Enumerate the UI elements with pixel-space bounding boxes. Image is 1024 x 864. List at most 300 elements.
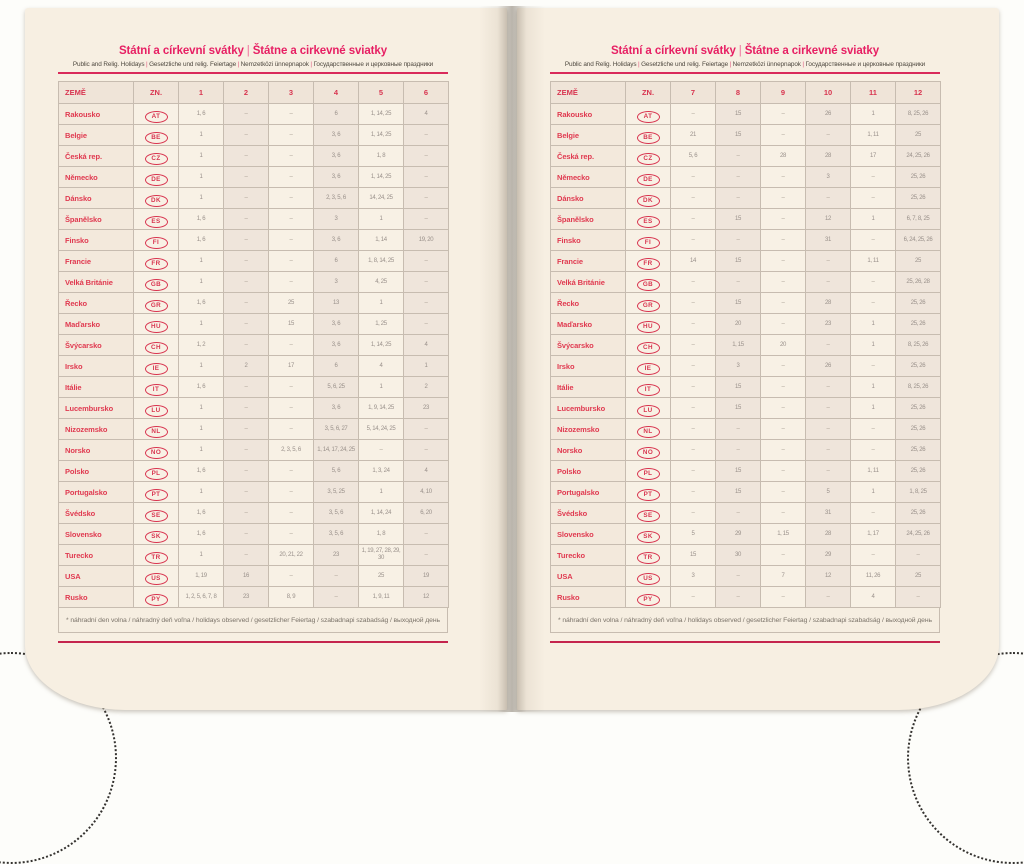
holiday-days-cell: 3	[716, 356, 761, 377]
holiday-days-cell: –	[269, 482, 314, 503]
holiday-days-cell: –	[851, 293, 896, 314]
country-name: Irsko	[551, 356, 626, 377]
holiday-days-cell: 1, 2, 5, 6, 7, 8	[179, 587, 224, 608]
holiday-days-cell: 15	[716, 293, 761, 314]
holiday-days-cell: 12	[404, 587, 449, 608]
holiday-days-cell: 24, 25, 26	[896, 146, 941, 167]
country-code-badge: CH	[145, 342, 168, 354]
table-row	[551, 188, 941, 209]
holiday-days-cell: 1	[179, 146, 224, 167]
country-code-cell	[626, 125, 671, 146]
holiday-days-cell: 23	[224, 587, 269, 608]
table-row	[59, 356, 449, 377]
holiday-days-cell: –	[671, 440, 716, 461]
holiday-days-cell: 1, 25	[359, 314, 404, 335]
holiday-days-cell: –	[224, 503, 269, 524]
country-name: Finsko	[59, 230, 134, 251]
holiday-days-cell: –	[269, 104, 314, 125]
table-row	[551, 230, 941, 251]
footnote: * náhradní den volna / náhradný deň voľna / holidays observed / gesetzlicher Feiertag / szabadnapi szabadság / выходной день	[550, 607, 940, 633]
table-row	[551, 146, 941, 167]
table-row	[551, 545, 941, 566]
holiday-days-cell: 17	[269, 356, 314, 377]
holiday-days-cell: –	[806, 587, 851, 608]
holiday-days-cell: 5, 6	[314, 461, 359, 482]
holiday-days-cell: –	[224, 398, 269, 419]
country-name: Německo	[551, 167, 626, 188]
country-name: USA	[59, 566, 134, 587]
holiday-days-cell: 15	[716, 482, 761, 503]
holiday-days-cell: –	[716, 272, 761, 293]
page-bottom-rule	[550, 641, 940, 643]
footnote: * náhradní den volna / náhradný deň voľna / holidays observed / gesetzlicher Feiertag / szabadnapi szabadság / выходной день	[58, 607, 448, 633]
holiday-days-cell: –	[404, 146, 449, 167]
holiday-days-cell: –	[269, 524, 314, 545]
table-row	[551, 293, 941, 314]
column-header-country: ZEMĚ	[551, 82, 626, 104]
holiday-days-cell: –	[224, 167, 269, 188]
country-name: Portugalsko	[551, 482, 626, 503]
holiday-days-cell: 1, 15	[761, 524, 806, 545]
holiday-days-cell: –	[671, 209, 716, 230]
holiday-days-cell: –	[269, 146, 314, 167]
holiday-days-cell: 1	[359, 209, 404, 230]
holiday-days-cell: 1, 6	[179, 293, 224, 314]
holiday-days-cell: 25, 26	[896, 356, 941, 377]
holidays-table	[58, 81, 449, 608]
holiday-days-cell: 1	[851, 314, 896, 335]
holiday-days-cell: 3, 5, 6	[314, 524, 359, 545]
country-code-badge: HU	[637, 321, 660, 333]
holiday-days-cell: 1, 8	[359, 524, 404, 545]
holiday-days-cell: 3, 6	[314, 398, 359, 419]
holiday-days-cell: 1, 6	[179, 209, 224, 230]
country-code-badge: GB	[637, 279, 660, 291]
country-code-cell	[134, 293, 179, 314]
country-code-cell	[626, 251, 671, 272]
holiday-days-cell: 8, 9	[269, 587, 314, 608]
table-row	[59, 419, 449, 440]
holiday-days-cell: 24, 25, 26	[896, 524, 941, 545]
table-row	[59, 482, 449, 503]
country-name: Španělsko	[59, 209, 134, 230]
table-row	[59, 167, 449, 188]
holiday-days-cell: 3, 5, 25	[314, 482, 359, 503]
holiday-days-cell: –	[716, 419, 761, 440]
holiday-days-cell: –	[671, 377, 716, 398]
holiday-days-cell: –	[716, 440, 761, 461]
holiday-days-cell: –	[671, 356, 716, 377]
country-code-badge: SE	[637, 510, 660, 522]
table-row	[59, 461, 449, 482]
country-code-badge: SE	[145, 510, 168, 522]
holiday-days-cell: 28	[806, 146, 851, 167]
holiday-days-cell: –	[671, 482, 716, 503]
holiday-days-cell: 1	[851, 482, 896, 503]
country-code-badge: HU	[145, 321, 168, 333]
country-code-badge: NO	[145, 447, 168, 459]
country-code-cell	[626, 545, 671, 566]
holiday-days-cell: 26	[806, 104, 851, 125]
holiday-days-cell: –	[851, 503, 896, 524]
country-code-cell	[134, 503, 179, 524]
country-name: Rakousko	[551, 104, 626, 125]
holiday-days-cell: –	[896, 545, 941, 566]
title-underline-rule	[550, 72, 940, 74]
country-code-cell	[626, 104, 671, 125]
table-row	[59, 272, 449, 293]
country-code-badge: FR	[145, 258, 168, 270]
country-code-cell	[134, 440, 179, 461]
country-code-badge: NL	[145, 426, 168, 438]
table-row	[551, 272, 941, 293]
country-code-badge: IT	[145, 384, 168, 396]
country-code-cell	[134, 146, 179, 167]
table-row	[551, 209, 941, 230]
country-code-badge: PY	[637, 594, 660, 606]
holiday-days-cell: –	[269, 125, 314, 146]
holiday-days-cell: –	[404, 251, 449, 272]
country-code-badge: NL	[637, 426, 660, 438]
table-row	[551, 377, 941, 398]
holiday-days-cell: 1	[179, 167, 224, 188]
table-row	[59, 335, 449, 356]
holiday-days-cell: 28	[806, 524, 851, 545]
holiday-days-cell: –	[671, 335, 716, 356]
holiday-days-cell: 4, 10	[404, 482, 449, 503]
holiday-days-cell: 15	[716, 461, 761, 482]
table-row	[59, 251, 449, 272]
holiday-days-cell: 25, 26, 28	[896, 272, 941, 293]
holidays-table	[550, 81, 941, 608]
holiday-days-cell: –	[269, 419, 314, 440]
holiday-days-cell: –	[671, 419, 716, 440]
holiday-days-cell: 25, 26	[896, 314, 941, 335]
country-code-cell	[626, 272, 671, 293]
holiday-days-cell: –	[761, 167, 806, 188]
holiday-days-cell: –	[716, 587, 761, 608]
holiday-days-cell: 19	[404, 566, 449, 587]
country-code-badge: PT	[145, 489, 168, 501]
holiday-days-cell: 1, 11	[851, 461, 896, 482]
table-row	[59, 125, 449, 146]
page-left	[25, 8, 507, 710]
country-code-cell	[626, 566, 671, 587]
country-name: Švýcarsko	[551, 335, 626, 356]
holiday-days-cell: –	[359, 440, 404, 461]
holiday-days-cell: 1, 6	[179, 230, 224, 251]
holiday-days-cell: 1, 17	[851, 524, 896, 545]
page-subtitle: Public and Relig. Holidays | Gesetzliche und relig. Feiertage | Nemzetközi ünnepnapok | Государственные и церковные праздники	[564, 61, 926, 69]
country-code-cell	[134, 377, 179, 398]
holiday-days-cell: –	[761, 188, 806, 209]
holiday-days-cell: 3, 6	[314, 335, 359, 356]
holiday-days-cell: –	[716, 566, 761, 587]
holiday-days-cell: 1, 14, 25	[359, 125, 404, 146]
holiday-days-cell: 1, 15	[716, 335, 761, 356]
country-name: USA	[551, 566, 626, 587]
holiday-days-cell: –	[404, 314, 449, 335]
holiday-days-cell: –	[671, 314, 716, 335]
country-code-cell	[626, 482, 671, 503]
holiday-days-cell: 3	[806, 167, 851, 188]
holiday-days-cell: 1, 14, 25	[359, 104, 404, 125]
holiday-days-cell: 1	[359, 377, 404, 398]
country-name: Velká Británie	[59, 272, 134, 293]
country-code-cell	[134, 524, 179, 545]
holiday-days-cell: –	[224, 377, 269, 398]
holiday-days-cell: 1, 14, 25	[359, 167, 404, 188]
holiday-days-cell: 25	[359, 566, 404, 587]
holiday-days-cell: 1, 9, 11	[359, 587, 404, 608]
country-name: Švýcarsko	[59, 335, 134, 356]
table-row	[551, 356, 941, 377]
holiday-days-cell: 15	[716, 251, 761, 272]
holiday-days-cell: –	[761, 398, 806, 419]
country-name: Lucembursko	[551, 398, 626, 419]
country-name: Slovensko	[551, 524, 626, 545]
holiday-days-cell: –	[404, 545, 449, 566]
holiday-days-cell: 3, 5, 6, 27	[314, 419, 359, 440]
country-name: Polsko	[551, 461, 626, 482]
table-row	[551, 503, 941, 524]
holiday-days-cell: –	[761, 440, 806, 461]
country-code-cell	[134, 587, 179, 608]
country-code-badge: US	[637, 573, 660, 585]
holiday-days-cell: 8, 25, 26	[896, 377, 941, 398]
country-name: Dánsko	[551, 188, 626, 209]
holiday-days-cell: 3, 6	[314, 230, 359, 251]
table-row	[59, 545, 449, 566]
holiday-days-cell: 1, 6	[179, 503, 224, 524]
table-row	[551, 314, 941, 335]
holiday-days-cell: –	[671, 272, 716, 293]
holiday-days-cell: –	[761, 104, 806, 125]
table-row	[551, 482, 941, 503]
holiday-days-cell: –	[224, 104, 269, 125]
country-code-cell	[626, 167, 671, 188]
column-header-month-3: 3	[269, 82, 314, 104]
column-header-code: ZN.	[626, 82, 671, 104]
country-code-badge: CZ	[145, 153, 168, 165]
holiday-days-cell: 25, 26	[896, 293, 941, 314]
title-separator: |	[738, 45, 742, 57]
country-code-badge: DE	[637, 174, 660, 186]
holiday-days-cell: 15	[269, 314, 314, 335]
holiday-days-cell: 1, 9, 14, 25	[359, 398, 404, 419]
country-name: Řecko	[59, 293, 134, 314]
page-subtitle: Public and Relig. Holidays | Gesetzliche und relig. Feiertage | Nemzetközi ünnepnapok | Государственные и церковные праздники	[72, 61, 434, 69]
holiday-days-cell: –	[224, 461, 269, 482]
country-code-badge: IE	[145, 363, 168, 375]
holiday-days-cell: –	[269, 230, 314, 251]
holiday-days-cell: 1, 11	[851, 125, 896, 146]
holiday-days-cell: –	[224, 251, 269, 272]
country-name: Francie	[551, 251, 626, 272]
holiday-days-cell: –	[224, 440, 269, 461]
holiday-days-cell: 19, 20	[404, 230, 449, 251]
holiday-days-cell: –	[404, 293, 449, 314]
country-code-cell	[626, 230, 671, 251]
country-code-badge: ES	[637, 216, 660, 228]
holiday-days-cell: –	[224, 146, 269, 167]
country-name: Česká rep.	[551, 146, 626, 167]
holiday-days-cell: 3, 6	[314, 146, 359, 167]
country-code-badge: AT	[145, 111, 168, 123]
country-name: Finsko	[551, 230, 626, 251]
holiday-days-cell: 31	[806, 503, 851, 524]
holiday-days-cell: –	[671, 587, 716, 608]
holiday-days-cell: 8, 25, 26	[896, 104, 941, 125]
holiday-days-cell: 16	[224, 566, 269, 587]
holiday-days-cell: –	[761, 461, 806, 482]
holiday-days-cell: –	[716, 167, 761, 188]
holiday-days-cell: –	[269, 398, 314, 419]
holiday-days-cell: 3	[314, 209, 359, 230]
holiday-days-cell: 6	[314, 356, 359, 377]
table-row	[551, 335, 941, 356]
table-row	[59, 566, 449, 587]
holiday-days-cell: 25, 26	[896, 503, 941, 524]
holiday-days-cell: 1, 19, 27, 28, 29, 30	[359, 545, 404, 566]
holiday-days-cell: –	[269, 566, 314, 587]
table-row	[551, 524, 941, 545]
table-row	[59, 146, 449, 167]
country-code-badge: DE	[145, 174, 168, 186]
holiday-days-cell: 1	[179, 398, 224, 419]
country-code-badge: FI	[637, 237, 660, 249]
holiday-days-cell: 1	[851, 377, 896, 398]
country-name: Francie	[59, 251, 134, 272]
column-header-month-10: 10	[806, 82, 851, 104]
holiday-days-cell: 1	[179, 272, 224, 293]
holiday-days-cell: 1, 2	[179, 335, 224, 356]
holiday-days-cell: 13	[314, 293, 359, 314]
holiday-days-cell: –	[761, 293, 806, 314]
holiday-days-cell: –	[806, 125, 851, 146]
holiday-days-cell: –	[224, 188, 269, 209]
holiday-days-cell: –	[404, 188, 449, 209]
table-row	[551, 104, 941, 125]
holiday-days-cell: –	[269, 251, 314, 272]
holiday-days-cell: –	[716, 146, 761, 167]
page-right	[517, 8, 999, 710]
country-code-cell	[626, 503, 671, 524]
holiday-days-cell: –	[671, 461, 716, 482]
holiday-days-cell: 20, 21, 22	[269, 545, 314, 566]
country-code-badge: BE	[637, 132, 660, 144]
holiday-days-cell: –	[761, 545, 806, 566]
holiday-days-cell: 14, 24, 25	[359, 188, 404, 209]
column-header-month-7: 7	[671, 82, 716, 104]
holiday-days-cell: –	[224, 230, 269, 251]
title-underline-rule	[58, 72, 448, 74]
holiday-days-cell: 1, 3, 24	[359, 461, 404, 482]
holiday-days-cell: 20	[716, 314, 761, 335]
holiday-days-cell: 26	[806, 356, 851, 377]
page-title: Státní a církevní svátky | Štátne a cirkevné sviatky	[610, 45, 879, 57]
holiday-days-cell: 12	[806, 209, 851, 230]
holiday-days-cell: –	[806, 461, 851, 482]
holiday-days-cell: 25	[896, 251, 941, 272]
holiday-days-cell: –	[269, 188, 314, 209]
table-row	[59, 440, 449, 461]
table-row	[551, 440, 941, 461]
country-code-badge: LU	[145, 405, 168, 417]
holiday-days-cell: 23	[314, 545, 359, 566]
country-name: Maďarsko	[59, 314, 134, 335]
holiday-days-cell: 1	[851, 104, 896, 125]
holiday-days-cell: –	[314, 587, 359, 608]
holiday-days-cell: 5	[671, 524, 716, 545]
holiday-days-cell: –	[851, 272, 896, 293]
country-code-cell	[134, 272, 179, 293]
country-name: Belgie	[551, 125, 626, 146]
holiday-days-cell: 1	[179, 482, 224, 503]
table-row	[551, 125, 941, 146]
holiday-days-cell: 25, 26	[896, 167, 941, 188]
country-code-badge: SK	[145, 531, 168, 543]
holiday-days-cell: –	[716, 503, 761, 524]
holiday-days-cell: 4	[404, 104, 449, 125]
holiday-days-cell: –	[851, 167, 896, 188]
country-code-badge: DK	[637, 195, 660, 207]
holiday-days-cell: 1	[179, 419, 224, 440]
column-header-month-4: 4	[314, 82, 359, 104]
country-code-badge: SK	[637, 531, 660, 543]
holiday-days-cell: 25, 26	[896, 419, 941, 440]
country-code-badge: TR	[637, 552, 660, 564]
holiday-days-cell: 6, 20	[404, 503, 449, 524]
holiday-days-cell: 12	[806, 566, 851, 587]
table-row	[59, 503, 449, 524]
country-code-badge: US	[145, 573, 168, 585]
holiday-days-cell: 2	[224, 356, 269, 377]
holiday-days-cell: –	[269, 377, 314, 398]
holiday-days-cell: –	[671, 167, 716, 188]
holiday-days-cell: 8, 25, 26	[896, 335, 941, 356]
country-code-cell	[626, 188, 671, 209]
table-row	[551, 461, 941, 482]
country-name: Maďarsko	[551, 314, 626, 335]
country-code-cell	[134, 167, 179, 188]
holiday-days-cell: 25	[896, 125, 941, 146]
column-header-month-6: 6	[404, 82, 449, 104]
holiday-days-cell: 23	[404, 398, 449, 419]
holiday-days-cell: 25	[269, 293, 314, 314]
holiday-days-cell: 1, 6	[179, 524, 224, 545]
country-code-cell	[134, 545, 179, 566]
holiday-days-cell: –	[761, 251, 806, 272]
holiday-days-cell: 4	[404, 335, 449, 356]
holiday-days-cell: 1, 14, 17, 24, 25	[314, 440, 359, 461]
country-code-cell	[626, 524, 671, 545]
country-name: Turecko	[59, 545, 134, 566]
column-header-month-1: 1	[179, 82, 224, 104]
holiday-days-cell: 6	[314, 251, 359, 272]
country-code-badge: FI	[145, 237, 168, 249]
country-name: Turecko	[551, 545, 626, 566]
holiday-days-cell: –	[404, 440, 449, 461]
holiday-days-cell: 1	[179, 314, 224, 335]
country-code-badge: NO	[637, 447, 660, 459]
table-row	[59, 314, 449, 335]
country-code-badge: BE	[145, 132, 168, 144]
holiday-days-cell: 1, 8	[359, 146, 404, 167]
holiday-days-cell: 17	[851, 146, 896, 167]
holiday-days-cell: –	[851, 356, 896, 377]
page-title: Státní a církevní svátky | Štátne a cirkevné sviatky	[118, 45, 387, 57]
